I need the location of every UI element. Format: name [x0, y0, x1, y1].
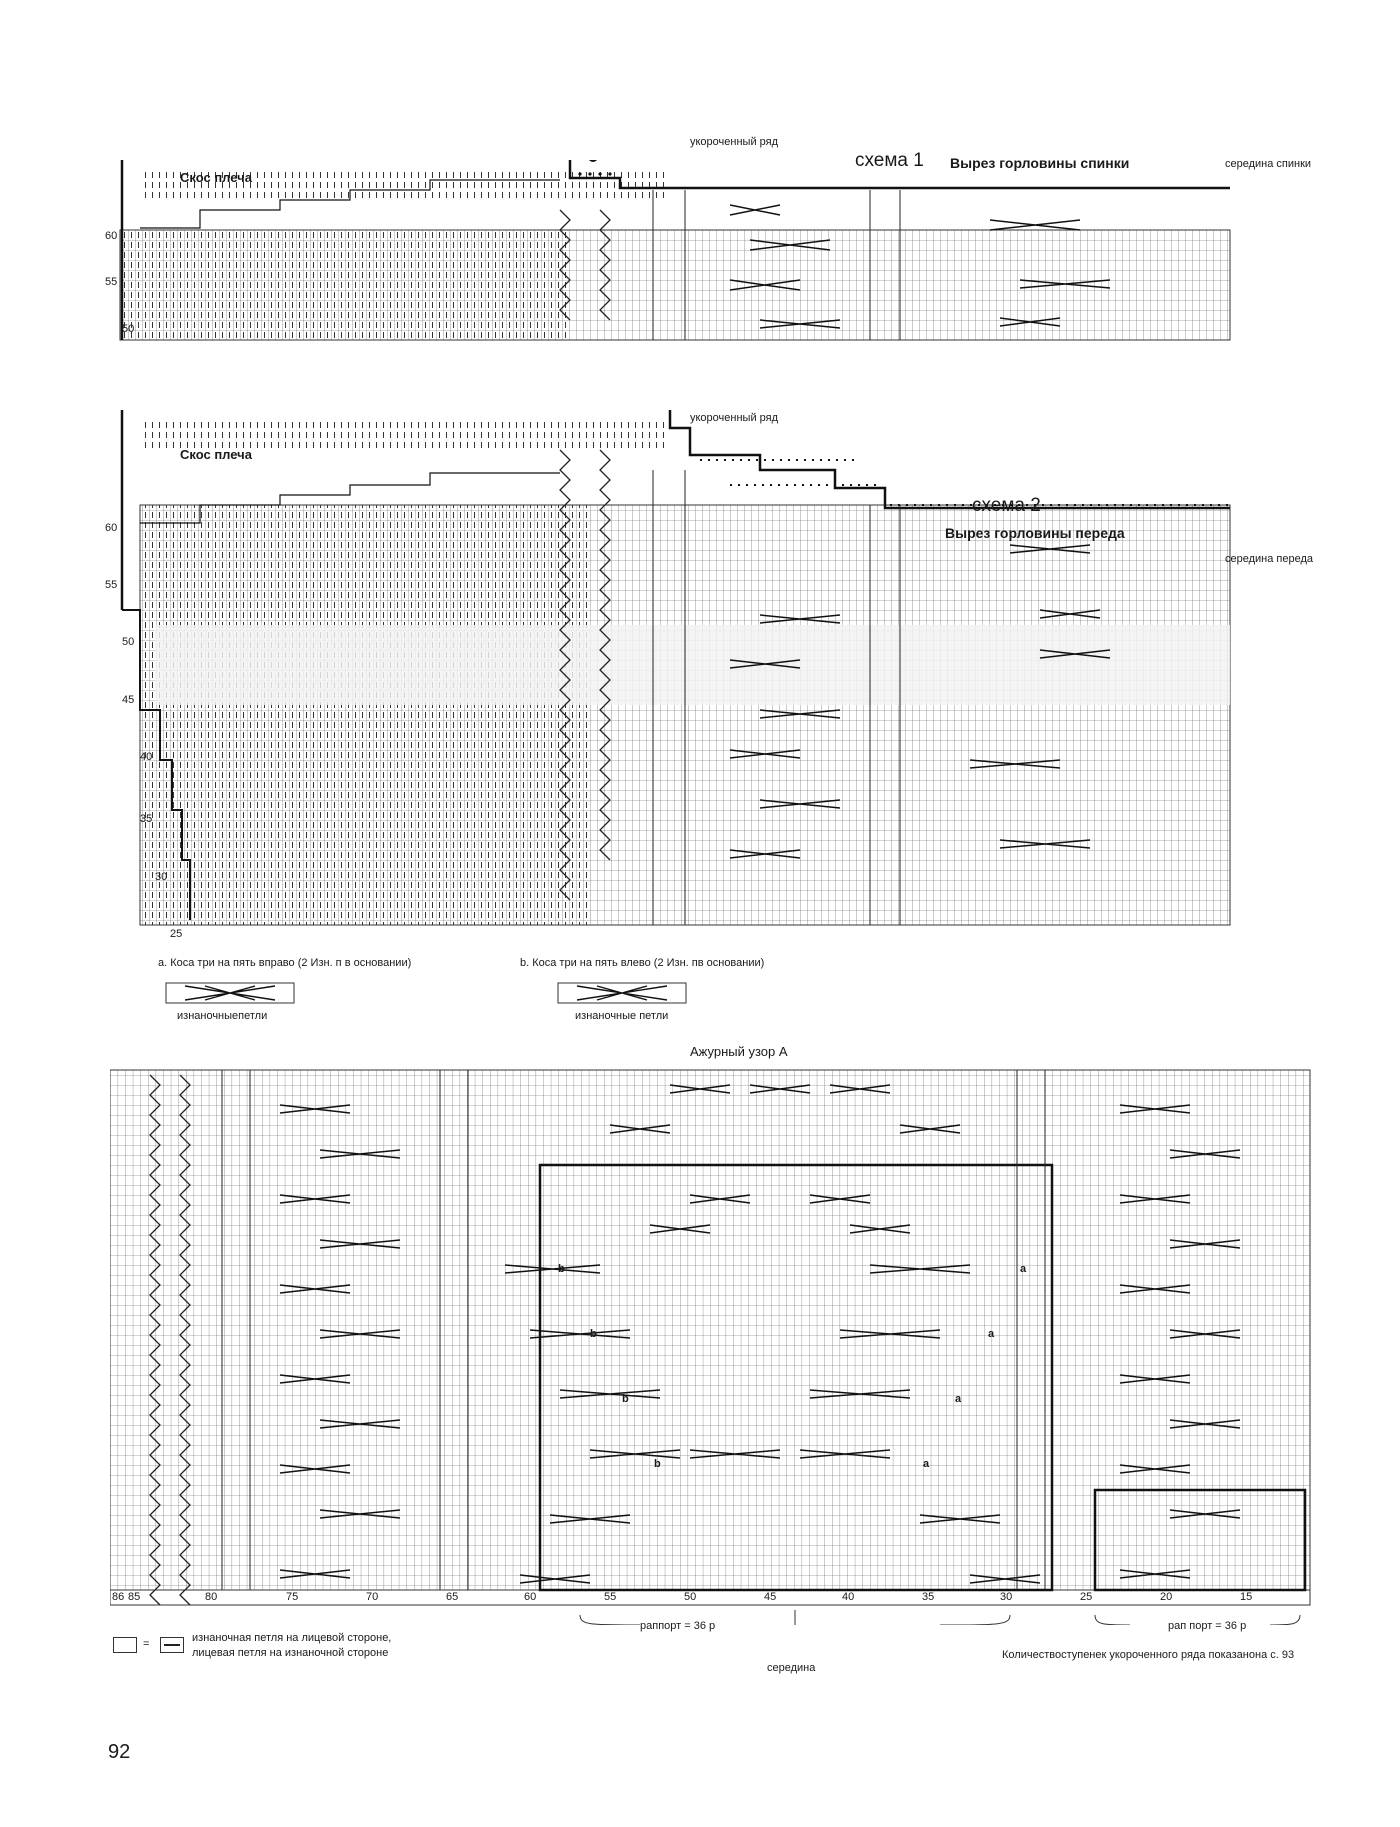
col-30: 30	[1000, 1591, 1013, 1603]
page-number: 92	[108, 1741, 131, 1763]
col-50: 50	[684, 1591, 697, 1603]
legend-equals: =	[143, 1638, 150, 1650]
scheme1-row-60: 60	[105, 230, 118, 242]
pattern-a-title: Ажурный узор А	[690, 1044, 788, 1059]
scheme1-title: схема 1	[855, 150, 924, 171]
col-15: 15	[1240, 1591, 1253, 1603]
col-20: 20	[1160, 1591, 1173, 1603]
col-45: 45	[764, 1591, 777, 1603]
legend-line-2: лицевая петля на изнаночной стороне	[192, 1647, 389, 1659]
col-86: 86	[112, 1591, 125, 1603]
legend-dash-cell	[160, 1637, 184, 1653]
scheme1-shoulder-label: Скос плеча	[180, 170, 252, 185]
scheme2-row-60: 60	[105, 522, 118, 534]
pattern-a-letter-a2: a	[988, 1328, 995, 1340]
cable-a-symbol	[165, 982, 295, 1004]
rapport-1-label: раппорт = 36 р	[640, 1620, 716, 1632]
pattern-a-letter-a3: a	[955, 1393, 962, 1405]
col-85: 85	[128, 1591, 141, 1603]
scheme1-short-row-label: укороченный ряд	[690, 136, 779, 148]
scheme2-title: схема 2	[972, 495, 1041, 516]
col-75: 75	[286, 1591, 299, 1603]
pattern-a-letter-b3: b	[622, 1393, 629, 1405]
scheme2-row-35: 35	[140, 813, 153, 825]
col-80: 80	[205, 1591, 218, 1603]
scheme1-center-label: середина спинки	[1225, 158, 1312, 170]
cable-b-symbol	[557, 982, 687, 1004]
col-70: 70	[366, 1591, 379, 1603]
col-25: 25	[1080, 1591, 1093, 1603]
cable-b-purl-label: изнаночные петли	[575, 1010, 669, 1022]
pattern-a-letter-b1: b	[558, 1263, 565, 1275]
scheme2-chart	[100, 410, 1340, 950]
rapport-2-label: рап порт = 36 р	[1168, 1620, 1247, 1632]
scheme1-chart	[100, 160, 1340, 400]
scheme2-short-row-label: укороченный ряд	[690, 412, 779, 424]
col-60: 60	[524, 1591, 537, 1603]
pattern-a-letter-b4: b	[654, 1458, 661, 1470]
pattern-a-letter-a4: a	[923, 1458, 930, 1470]
legend-empty-cell	[113, 1637, 137, 1653]
scheme2-subtitle: Вырез горловины переда	[945, 525, 1125, 541]
scheme2-shoulder-label: Скос плеча	[180, 447, 252, 462]
col-65: 65	[446, 1591, 459, 1603]
cable-b-label: b. Коса три на пять влево (2 Изн. пв основании)	[520, 957, 765, 969]
pattern-a-chart	[110, 1065, 1340, 1625]
scheme1-subtitle: Вырез горловины спинки	[950, 155, 1130, 171]
scheme1-row-55: 55	[105, 276, 118, 288]
col-40: 40	[842, 1591, 855, 1603]
col-35: 35	[922, 1591, 935, 1603]
scheme2-row-45: 45	[122, 694, 135, 706]
scheme2-row-25: 25	[170, 928, 183, 940]
center-label: середина	[767, 1662, 816, 1674]
scheme2-center-label: середина переда	[1225, 553, 1314, 565]
legend-line-1: изнаночная петля на лицевой стороне,	[192, 1632, 392, 1644]
pattern-a-letter-b2: b	[590, 1328, 597, 1340]
short-row-note: Количествоступенек укороченного ряда показанона с. 93	[1002, 1649, 1295, 1661]
scheme2-row-30: 30	[155, 871, 168, 883]
cable-a-purl-label: изнаночныепетли	[177, 1010, 268, 1022]
col-55: 55	[604, 1591, 617, 1603]
scheme2-row-50: 50	[122, 636, 135, 648]
scheme2-row-40: 40	[140, 751, 153, 763]
scheme2-row-55: 55	[105, 579, 118, 591]
cable-a-label: a. Коса три на пять вправо (2 Изн. п в основании)	[158, 957, 412, 969]
pattern-a-letter-a1: a	[1020, 1263, 1027, 1275]
scheme1-row-50: 50	[122, 323, 135, 335]
